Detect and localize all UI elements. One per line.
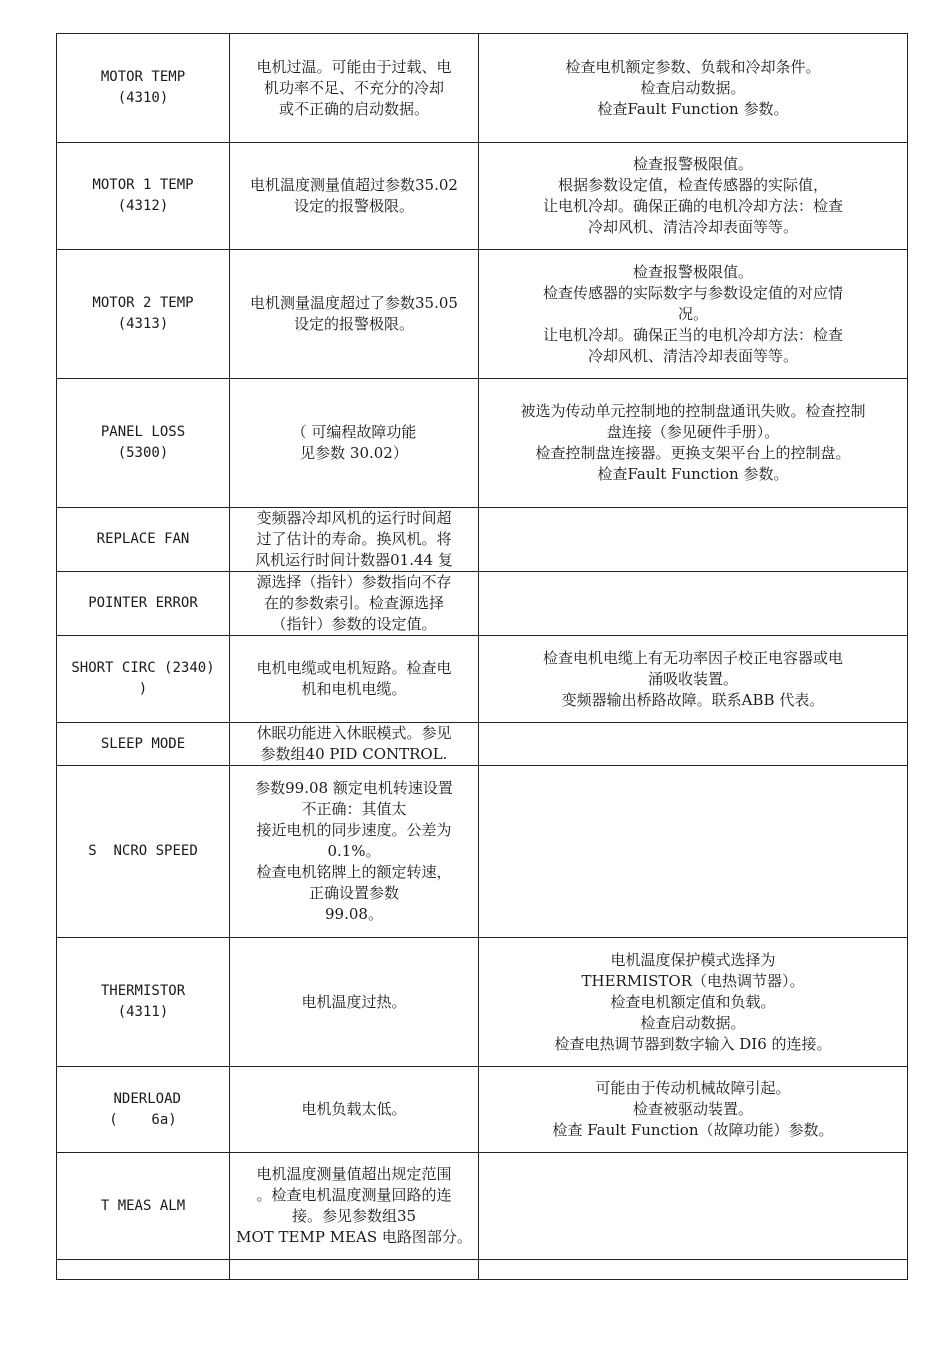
fault-name-cell: NDERLOAD ( 6a) <box>57 1067 230 1153</box>
fault-row <box>57 34 908 143</box>
fault-action-cell: 检查电机电缆上有无功率因子校正电容器或电 涌吸收装置。 变频器输出桥路故障。联系ABB 代表。 <box>479 636 908 723</box>
fault-name-cell: MOTOR 1 TEMP (4312) <box>57 143 230 250</box>
fault-cause-cell: 源选择（指针）参数指向不存 在的参数索引。检查源选择 （指针）参数的设定值。 <box>230 572 479 636</box>
fault-row <box>57 766 908 938</box>
fault-action-cell <box>479 766 908 938</box>
fault-row <box>57 250 908 379</box>
fault-action-cell: 电机温度保护模式选择为 THERMISTOR（电热调节器）。 检查电机额定值和负载。 检查启动数据。 检查电热调节器到数字输入 DI6 的连接。 <box>479 938 908 1067</box>
fault-action-cell: 可能由于传动机械故障引起。 检查被驱动装置。 检查 Fault Function（故障功能）参数。 <box>479 1067 908 1153</box>
fault-cause-cell: 休眠功能进入休眠模式。参见 参数组40 PID CONTROL. <box>230 723 479 766</box>
fault-row <box>57 1153 908 1260</box>
fault-name-cell <box>57 1260 230 1280</box>
fault-name-cell: MOTOR TEMP (4310) <box>57 34 230 143</box>
fault-row <box>57 636 908 723</box>
fault-row <box>57 723 908 766</box>
fault-name-cell: SHORT CIRC (2340) ) <box>57 636 230 723</box>
fault-name-cell: THERMISTOR (4311) <box>57 938 230 1067</box>
fault-cause-cell: 电机测量温度超过了参数35.05 设定的报警极限。 <box>230 250 479 379</box>
fault-cause-cell <box>230 1260 479 1280</box>
fault-name-cell: T MEAS ALM <box>57 1153 230 1260</box>
fault-cause-cell: 电机温度过热。 <box>230 938 479 1067</box>
fault-cause-cell: 电机过温。可能由于过载、电 机功率不足、不充分的冷却 或不正确的启动数据。 <box>230 34 479 143</box>
fault-name-cell: PANEL LOSS (5300) <box>57 379 230 508</box>
fault-cause-cell: 电机负载太低。 <box>230 1067 479 1153</box>
fault-action-cell: 检查报警极限值。 检查传感器的实际数字与参数设定值的对应情 况。 让电机冷却。确保正当的电机冷却方法：检查 冷却风机、清洁冷却表面等等。 <box>479 250 908 379</box>
fault-cause-cell: 参数99.08 额定电机转速设置 不正确：其值太 接近电机的同步速度。公差为 0.1%。 检查电机铭牌上的额定转速， 正确设置参数 99.08。 <box>230 766 479 938</box>
fault-table <box>56 33 908 1280</box>
fault-row <box>57 379 908 508</box>
fault-action-cell: 被选为传动单元控制地的控制盘通讯失败。检查控制 盘连接（参见硬件手册）。 检查控制盘连接器。更换支架平台上的控制盘。 检查Fault Function 参数。 <box>479 379 908 508</box>
fault-action-cell <box>479 508 908 572</box>
fault-row <box>57 572 908 636</box>
fault-cause-cell: （ 可编程故障功能 见参数 30.02） <box>230 379 479 508</box>
fault-cause-cell: 电机温度测量值超出规定范围 。检查电机温度测量回路的连 接。参见参数组35 MOT TEMP MEAS 电路图部分。 <box>230 1153 479 1260</box>
fault-action-cell <box>479 572 908 636</box>
fault-name-cell: SLEEP MODE <box>57 723 230 766</box>
fault-name-cell: POINTER ERROR <box>57 572 230 636</box>
fault-row <box>57 1067 908 1153</box>
fault-action-cell: 检查报警极限值。 根据参数设定值，检查传感器的实际值， 让电机冷却。确保正确的电机冷却方法：检查 冷却风机、清洁冷却表面等等。 <box>479 143 908 250</box>
fault-action-cell <box>479 723 908 766</box>
fault-row <box>57 508 908 572</box>
fault-name-cell: S NCRO SPEED <box>57 766 230 938</box>
fault-cause-cell: 变频器冷却风机的运行时间超 过了估计的寿命。换风机。将 风机运行时间计数器01.44 复 <box>230 508 479 572</box>
fault-table-body <box>57 34 908 1280</box>
fault-action-cell <box>479 1260 908 1280</box>
fault-row <box>57 1260 908 1280</box>
fault-row <box>57 938 908 1067</box>
fault-cause-cell: 电机电缆或电机短路。检查电 机和电机电缆。 <box>230 636 479 723</box>
fault-action-cell: 检查电机额定参数、负载和冷却条件。 检查启动数据。 检查Fault Function 参数。 <box>479 34 908 143</box>
fault-action-cell <box>479 1153 908 1260</box>
fault-row <box>57 143 908 250</box>
fault-name-cell: MOTOR 2 TEMP (4313) <box>57 250 230 379</box>
fault-name-cell: REPLACE FAN <box>57 508 230 572</box>
fault-cause-cell: 电机温度测量值超过参数35.02 设定的报警极限。 <box>230 143 479 250</box>
